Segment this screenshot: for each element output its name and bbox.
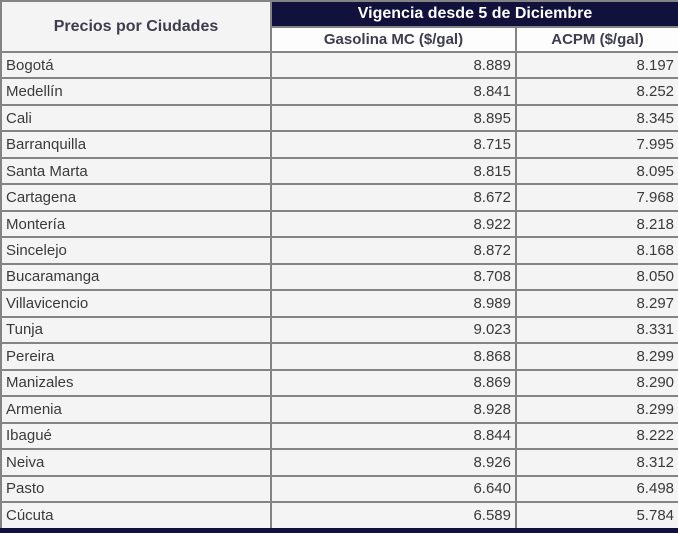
table-row [1,131,678,157]
city-cell: Cúcuta [1,502,271,531]
acpm-value-cell: 6.498 [516,476,678,502]
acpm-value-cell: 8.050 [516,264,678,290]
table-row [1,423,678,449]
gasolina-value-cell: 8.926 [271,449,516,475]
acpm-value-cell: 8.299 [516,396,678,422]
city-cell: Neiva [1,449,271,475]
gasolina-value-cell: 8.868 [271,343,516,369]
gasolina-value-cell: 8.672 [271,184,516,210]
acpm-value-cell: 8.297 [516,290,678,316]
gasolina-value-cell: 8.844 [271,423,516,449]
acpm-value-cell: 7.968 [516,184,678,210]
gasolina-value-cell: 8.815 [271,158,516,184]
header-row-banner [1,1,678,27]
city-cell: Medellín [1,78,271,104]
table-row [1,502,678,531]
gasolina-value-cell: 8.872 [271,237,516,263]
acpm-value-cell: 8.312 [516,449,678,475]
gasolina-value-cell: 8.928 [271,396,516,422]
table-row [1,317,678,343]
table-row [1,78,678,104]
acpm-value-cell: 8.222 [516,423,678,449]
city-cell: Cali [1,105,271,131]
city-cell: Cartagena [1,184,271,210]
city-cell: Pereira [1,343,271,369]
city-cell: Ibagué [1,423,271,449]
gasolina-value-cell: 8.841 [271,78,516,104]
table-row [1,52,678,78]
acpm-value-cell: 8.345 [516,105,678,131]
gasolina-value-cell: 8.869 [271,370,516,396]
table-row [1,184,678,210]
table-row [1,211,678,237]
city-cell: Tunja [1,317,271,343]
city-cell: Sincelejo [1,237,271,263]
table-row [1,449,678,475]
gasolina-value-cell: 6.640 [271,476,516,502]
table-row [1,237,678,263]
city-cell: Manizales [1,370,271,396]
city-cell: Bogotá [1,52,271,78]
city-cell: Barranquilla [1,131,271,157]
acpm-value-cell: 8.095 [516,158,678,184]
gasolina-value-cell: 8.989 [271,290,516,316]
table-row [1,105,678,131]
column-header-acpm: ACPM ($/gal) [516,27,678,52]
table-row [1,396,678,422]
gasolina-value-cell: 8.708 [271,264,516,290]
gasolina-value-cell: 8.922 [271,211,516,237]
table-row [1,290,678,316]
table-row [1,476,678,502]
prices-table-body [1,52,678,531]
city-cell: Armenia [1,396,271,422]
city-cell: Montería [1,211,271,237]
gasolina-value-cell: 8.715 [271,131,516,157]
gasolina-value-cell: 9.023 [271,317,516,343]
acpm-value-cell: 8.299 [516,343,678,369]
city-cell: Bucaramanga [1,264,271,290]
gasolina-value-cell: 8.889 [271,52,516,78]
city-cell: Santa Marta [1,158,271,184]
acpm-value-cell: 8.218 [516,211,678,237]
acpm-value-cell: 8.252 [516,78,678,104]
acpm-value-cell: 8.290 [516,370,678,396]
acpm-value-cell: 8.168 [516,237,678,263]
city-cell: Villavicencio [1,290,271,316]
column-header-gasolina: Gasolina MC ($/gal) [271,27,516,52]
gasolina-value-cell: 6.589 [271,502,516,531]
acpm-value-cell: 8.331 [516,317,678,343]
table-row [1,158,678,184]
gasolina-value-cell: 8.895 [271,105,516,131]
acpm-value-cell: 8.197 [516,52,678,78]
city-cell: Pasto [1,476,271,502]
acpm-value-cell: 7.995 [516,131,678,157]
table-row [1,343,678,369]
corner-header: Precios por Ciudades [1,1,271,52]
acpm-value-cell: 5.784 [516,502,678,531]
banner-title: Vigencia desde 5 de Diciembre [271,1,678,27]
table-row [1,370,678,396]
table-row [1,264,678,290]
